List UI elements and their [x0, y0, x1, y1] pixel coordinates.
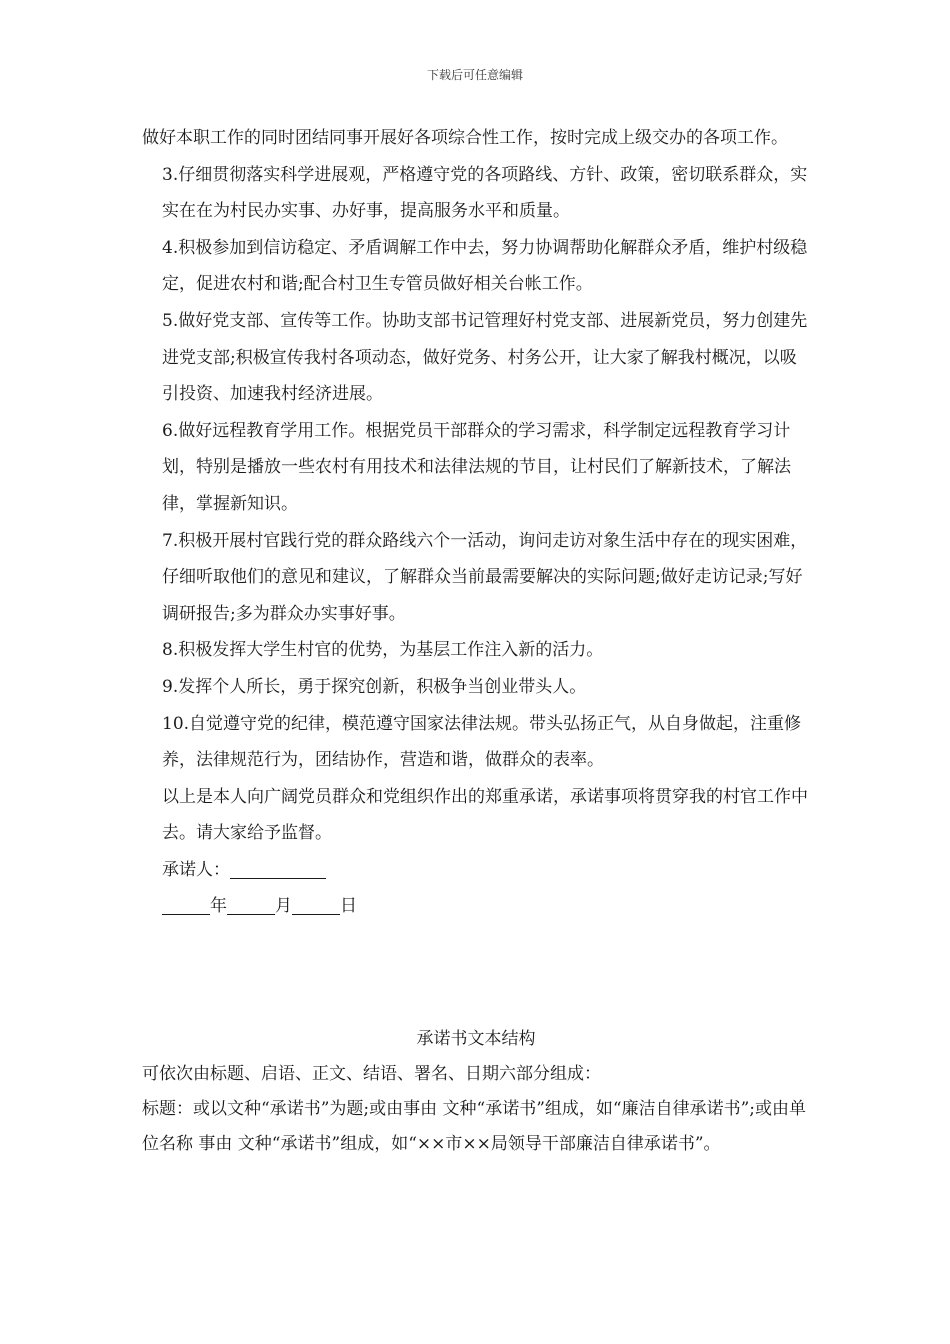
page-header: 下载后可任意编辑	[426, 68, 523, 82]
year-label: 年	[210, 896, 227, 917]
month-blank	[227, 892, 275, 915]
list-item: 6.做好远程教育学用工作。根据党员干部群众的学习需求，科学制定远程教育学习计划，特别是播放一些农村有用技术和法律法规的节目，让村民们了解新技术，了解法律，掌握新知识。	[162, 420, 791, 514]
signature-line	[142, 852, 810, 889]
structure-section	[142, 1022, 810, 1162]
list-item: 5.做好党支部、宣传等工作。协助支部书记管理好村党支部、进展新党员，努力创建先进党支部;积极宣传我村各项动态，做好党务、村务公开，让大家了解我村概况，以吸引投资、加速我村经济进展。	[162, 310, 808, 405]
day-blank	[292, 892, 340, 915]
list-item: 8.积极发挥大学生村官的优势，为基层工作注入新的活力。	[162, 640, 604, 661]
signature-label: 承诺人：	[162, 859, 230, 880]
year-blank	[162, 892, 210, 915]
section-paragraph: 标题：或以文种“承诺书”为题;或由事由 文种“承诺书”组成，如“廉洁自律承诺书”;或由单位名称 事由 文种“承诺书”组成，如“××市××局领导干部廉洁自律承诺书”。	[142, 1099, 807, 1154]
date-line	[142, 888, 810, 925]
paragraph-continuation: 做好本职工作的同时团结同事开展好各项综合性工作，按时完成上级交办的各项工作。	[142, 128, 788, 148]
document-body	[142, 120, 810, 925]
list-item: 3.仔细贯彻落实科学进展观，严格遵守党的各项路线、方针、政策，密切联系群众，实实在在为村民办实事、办好事，提高服务水平和质量。	[162, 164, 808, 222]
month-label: 月	[275, 896, 292, 917]
list-item: 9.发挥个人所长，勇于探究创新，积极争当创业带头人。	[162, 676, 587, 697]
list-item: 4.积极参加到信访稳定、矛盾调解工作中去，努力协调帮助化解群众矛盾，维护村级稳定，促进农村和谐;配合村卫生专管员做好相关台帐工作。	[162, 237, 808, 295]
list-item: 7.积极开展村官践行党的群众路线六个一活动，询问走访对象生活中存在的现实困难，仔细听取他们的意见和建议，了解群众当前最需要解决的实际问题;做好走访记录;写好调研报告;多为群众办实事好事。	[162, 530, 808, 624]
signature-blank	[230, 856, 326, 879]
list-item: 10.自觉遵守党的纪律，模范遵守国家法律法规。带头弘扬正气，从自身做起，注重修养，法律规范行为，团结协作，营造和谐，做群众的表率。	[162, 713, 802, 771]
section-paragraph: 可依次由标题、启语、正文、结语、署名、日期六部分组成：	[142, 1064, 601, 1084]
day-label: 日	[340, 896, 357, 917]
section-title: 承诺书文本结构	[416, 1029, 536, 1049]
closing-paragraph: 以上是本人向广阔党员群众和党组织作出的郑重承诺，承诺事项将贯穿我的村官工作中去。请大家给予监督。	[162, 786, 808, 844]
